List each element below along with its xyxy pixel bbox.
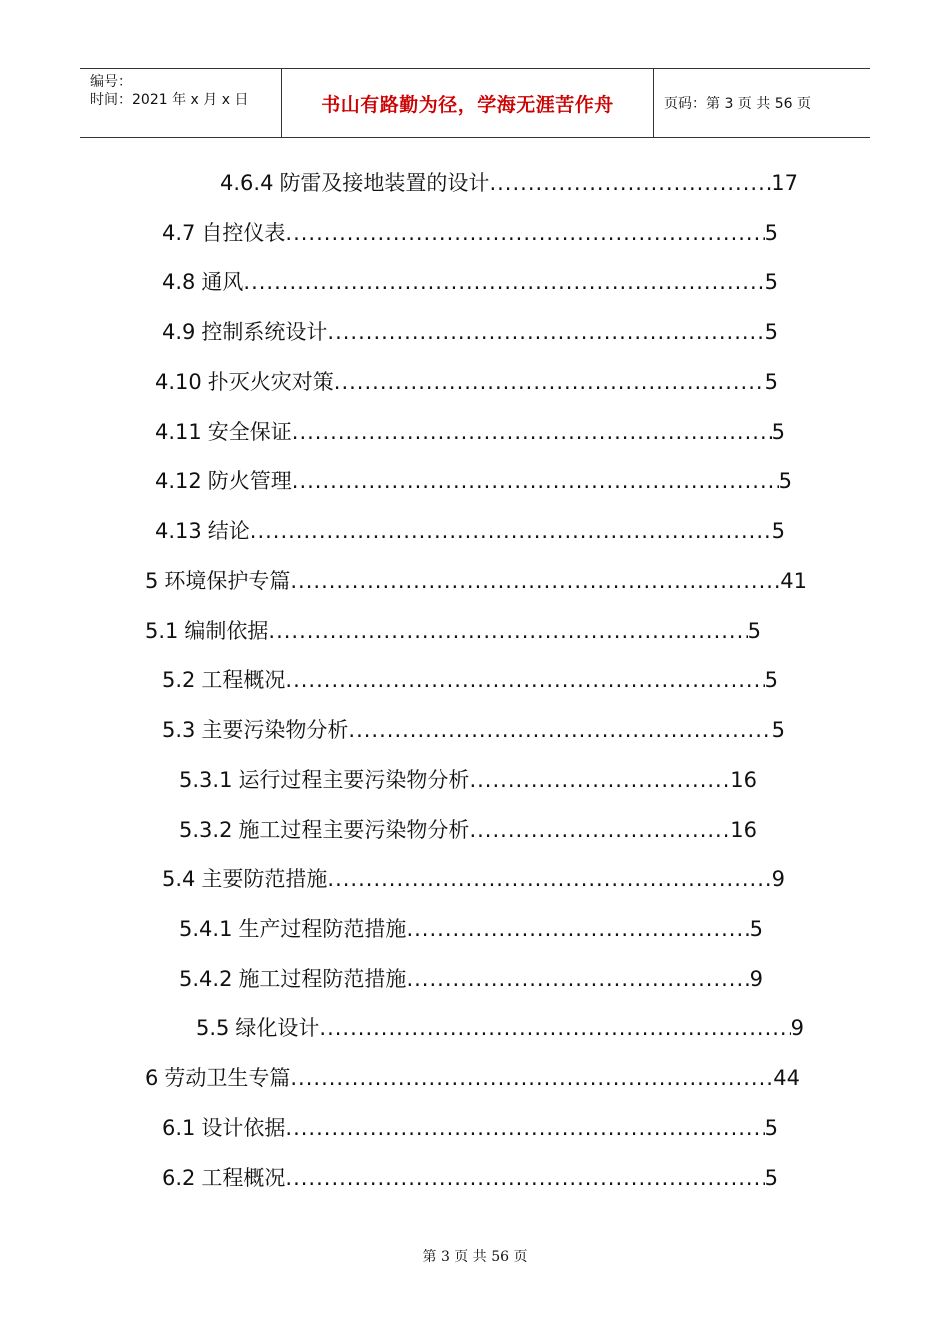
toc-leader-dots — [489, 168, 771, 198]
toc-leader-dots — [250, 516, 772, 546]
header-page-info: 页码：第 3 页 共 56 页 — [664, 96, 811, 112]
toc-leader-dots — [285, 665, 764, 695]
toc-entry-title: 防雷及接地装置的设计 — [279, 171, 490, 195]
toc-entry-number: 6 — [145, 1066, 159, 1090]
toc-entry-number: 4.8 — [162, 270, 196, 294]
toc-entry-number: 5.4 — [162, 867, 196, 891]
toc-leader-dots — [327, 864, 771, 894]
toc-entry-title: 工程概况 — [201, 1166, 286, 1190]
toc-entry[interactable] — [162, 267, 778, 297]
toc-entry-page: 9 — [749, 967, 763, 991]
toc-entry-page: 9 — [790, 1016, 804, 1040]
toc-entry-title: 主要污染物分析 — [201, 718, 349, 742]
toc-entry-title: 工程概况 — [201, 668, 286, 692]
toc-entry[interactable] — [162, 665, 778, 695]
toc-entry[interactable] — [155, 466, 792, 496]
toc-entry-title: 施工过程防范措施 — [238, 967, 407, 991]
toc-entry[interactable] — [162, 218, 778, 248]
toc-entry-number: 5.3.2 — [179, 818, 233, 842]
toc-entry-title: 绿化设计 — [235, 1016, 320, 1040]
toc-entry-page: 5 — [764, 370, 778, 394]
toc-entry-number: 4.7 — [162, 221, 196, 245]
toc-entry-title: 主要防范措施 — [201, 867, 328, 891]
doc-number-label: 编号： — [90, 74, 132, 90]
toc-entry-title: 通风 — [201, 270, 244, 294]
toc-entry[interactable] — [145, 1063, 800, 1093]
toc-entry-page: 5 — [771, 519, 785, 543]
toc-entry-page: 5 — [778, 469, 792, 493]
toc-leader-dots — [319, 1013, 790, 1043]
toc-entry-number: 5.5 — [196, 1016, 230, 1040]
toc-entry-title: 生产过程防范措施 — [238, 917, 407, 941]
toc-entry[interactable] — [155, 516, 785, 546]
toc-entry-number: 5.2 — [162, 668, 196, 692]
toc-entry[interactable] — [162, 715, 785, 745]
toc-entry-number: 5.3 — [162, 718, 196, 742]
toc-entry[interactable] — [155, 417, 785, 447]
toc-entry-page: 5 — [764, 221, 778, 245]
toc-leader-dots — [327, 317, 764, 347]
toc-entry-number: 6.1 — [162, 1116, 196, 1140]
toc-entry-page: 5 — [771, 420, 785, 444]
toc-leader-dots — [334, 367, 765, 397]
toc-entry-page: 41 — [780, 569, 807, 593]
toc-entry[interactable] — [196, 1013, 804, 1043]
toc-entry-number: 5.3.1 — [179, 768, 233, 792]
toc-leader-dots — [406, 964, 749, 994]
toc-entry-page: 16 — [730, 768, 757, 792]
toc-leader-dots — [243, 267, 764, 297]
toc-leader-dots — [292, 466, 779, 496]
toc-entry-page: 5 — [764, 1166, 778, 1190]
toc-leader-dots — [268, 616, 747, 646]
toc-entry-title: 劳动卫生专篇 — [164, 1066, 291, 1090]
toc-entry-page: 5 — [749, 917, 763, 941]
toc-entry-number: 4.9 — [162, 320, 196, 344]
toc-leader-dots — [469, 815, 730, 845]
motto-text: 书山有路勤为径，学海无涯苦作舟 — [321, 93, 614, 116]
toc-entry[interactable] — [155, 367, 778, 397]
toc-entry[interactable] — [162, 1113, 778, 1143]
toc-entry-number: 4.11 — [155, 420, 202, 444]
toc-leader-dots — [469, 765, 730, 795]
toc-entry[interactable] — [179, 914, 763, 944]
toc-entry-page: 5 — [764, 270, 778, 294]
toc-entry-title: 结论 — [207, 519, 250, 543]
toc-entry[interactable] — [179, 765, 757, 795]
toc-entry-page: 5 — [771, 718, 785, 742]
toc-entry[interactable] — [145, 566, 807, 596]
toc-entry-title: 施工过程主要污染物分析 — [238, 818, 470, 842]
toc-entry-title: 自控仪表 — [201, 221, 286, 245]
toc-entry[interactable] — [220, 168, 798, 198]
toc-leader-dots — [290, 566, 780, 596]
page-footer: 第 3 页 共 56 页 — [422, 1249, 528, 1265]
toc-entry-number: 5.4.2 — [179, 967, 233, 991]
toc-leader-dots — [285, 1113, 764, 1143]
toc-entry-page: 9 — [771, 867, 785, 891]
toc-entry-number: 4.10 — [155, 370, 202, 394]
toc-entry[interactable] — [162, 317, 778, 347]
toc-entry[interactable] — [179, 964, 763, 994]
toc-entry-title: 扑灭火灾对策 — [207, 370, 334, 394]
toc-entry-number: 5 — [145, 569, 159, 593]
toc-entry-page: 5 — [747, 619, 761, 643]
date-label: 时间：2021 年 x 月 x 日 — [90, 92, 249, 108]
toc-entry[interactable] — [145, 616, 761, 646]
toc-entry-title: 编制依据 — [184, 619, 269, 643]
toc-entry-number: 4.13 — [155, 519, 202, 543]
toc-leader-dots — [285, 1163, 764, 1193]
toc-leader-dots — [290, 1063, 773, 1093]
toc-entry-title: 防火管理 — [207, 469, 292, 493]
toc-entry-page: 16 — [730, 818, 757, 842]
toc-entry-page: 44 — [773, 1066, 800, 1090]
toc-entry-title: 安全保证 — [207, 420, 292, 444]
toc-entry-title: 环境保护专篇 — [164, 569, 291, 593]
toc-entry-page: 5 — [764, 320, 778, 344]
toc-entry-title: 控制系统设计 — [201, 320, 328, 344]
toc-entry-title: 设计依据 — [201, 1116, 286, 1140]
toc-entry-page: 17 — [771, 171, 798, 195]
toc-entry[interactable] — [162, 1163, 778, 1193]
toc-entry-number: 5.1 — [145, 619, 179, 643]
toc-entry-page: 5 — [764, 668, 778, 692]
toc-entry[interactable] — [179, 815, 757, 845]
toc-entry-title: 运行过程主要污染物分析 — [238, 768, 470, 792]
toc-entry-number: 5.4.1 — [179, 917, 233, 941]
toc-entry[interactable] — [162, 864, 785, 894]
toc-leader-dots — [285, 218, 764, 248]
toc-entry-number: 6.2 — [162, 1166, 196, 1190]
toc-entry-page: 5 — [764, 1116, 778, 1140]
toc-leader-dots — [292, 417, 772, 447]
toc-leader-dots — [406, 914, 749, 944]
toc-entry-number: 4.12 — [155, 469, 202, 493]
toc-leader-dots — [348, 715, 771, 745]
toc-entry-number: 4.6.4 — [220, 171, 274, 195]
